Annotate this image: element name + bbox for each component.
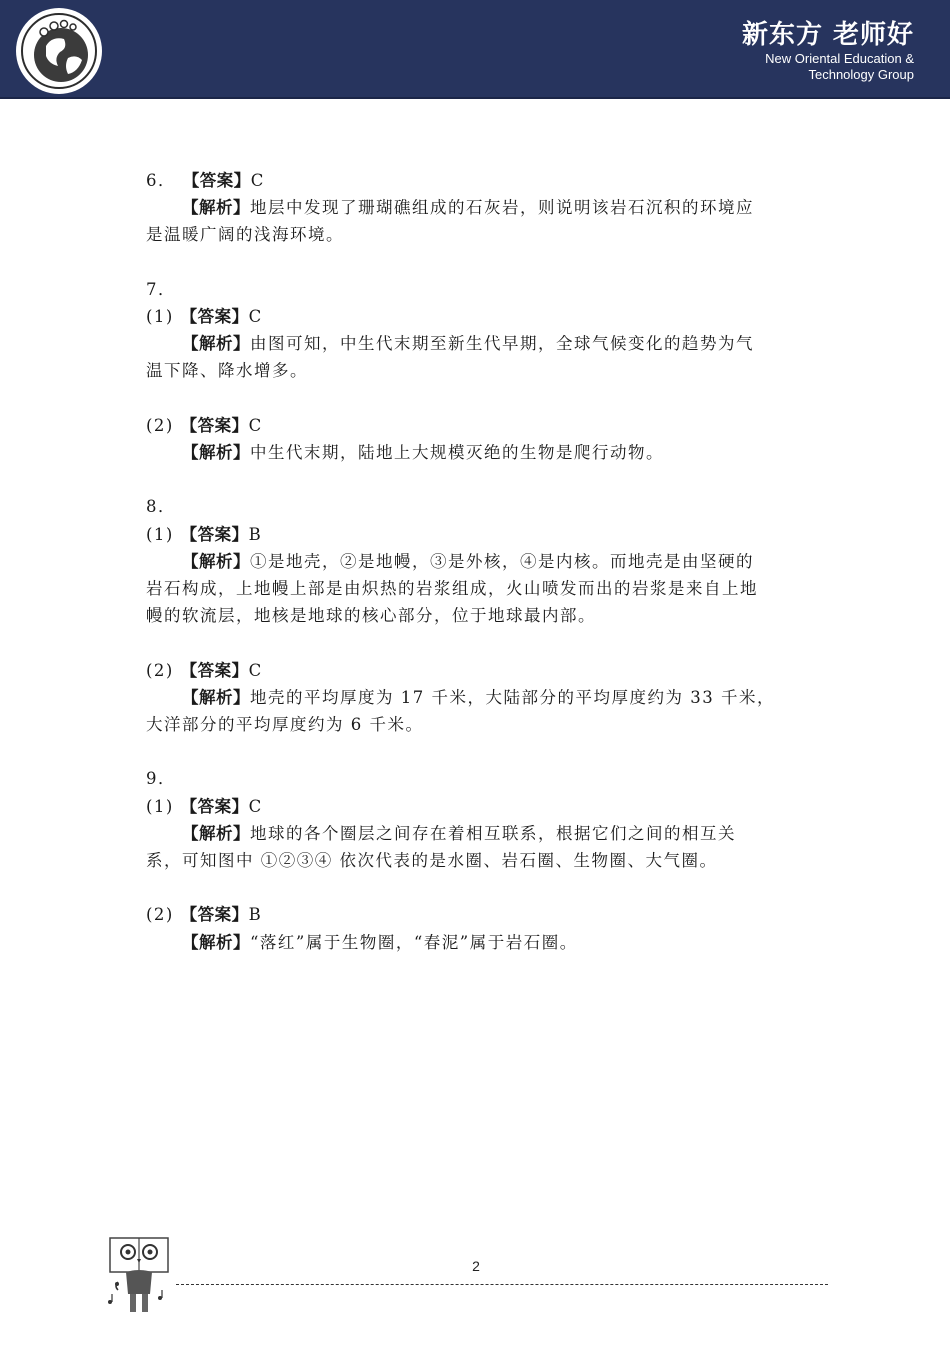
question-7-2-answer: C: [248, 415, 263, 435]
answer-label: 【答案】: [180, 307, 249, 326]
explanation-text: 中生代末期，陆地上大规模灭绝的生物是爬行动物。: [250, 443, 664, 462]
question-8-1-answer-line: [146, 521, 806, 548]
explanation-label: 【解析】: [182, 823, 250, 843]
question-6-answer-line: [146, 167, 806, 194]
question-9-1-answer-line: [146, 793, 806, 820]
explanation-text: ①是地壳，②是地幔，③是外核，④是内核。而地壳是由坚硬的: [250, 551, 754, 571]
part-marker: (2): [146, 905, 174, 925]
question-6-answer: C: [250, 171, 265, 190]
page-header: [0, 0, 950, 99]
question-8-2-answer-line: [146, 657, 806, 684]
brand-name-en: [674, 51, 914, 83]
explanation-text: 地壳的平均厚度为 17 千米，大陆部分的平均厚度约为 33 千米，: [250, 687, 775, 707]
brand-name-en-line2: Technology Group: [808, 67, 914, 82]
question-8-1-explanation-line3: 幔的软流层，地核是地球的核心部分，位于地球最内部。: [146, 606, 596, 626]
part-marker: (1): [146, 307, 174, 326]
question-6-number: 6．: [146, 171, 176, 190]
question-8-2-answer: C: [248, 660, 263, 680]
answer-label: 【答案】: [180, 415, 249, 435]
answer-label: 【答案】: [182, 171, 251, 190]
question-6-explanation-line2: 是温暖广阔的浅海环境。: [146, 225, 344, 245]
part-marker: (1): [146, 796, 174, 816]
explanation-label: 【解析】: [182, 198, 250, 218]
question-7-2-explanation-line1: [146, 439, 806, 466]
question-9-1-explanation-line1: [146, 820, 806, 847]
answer-label: 【答案】: [180, 660, 249, 680]
answer-label: 【答案】: [180, 905, 249, 925]
question-8-2-explanation-line1: [146, 684, 806, 711]
question-7-1-answer: C: [248, 307, 263, 326]
question-7-1-answer-line: [146, 303, 806, 330]
question-8-1-explanation-line2: 岩石构成，上地幔上部是由炽热的岩浆组成，火山喷发而出的岩浆是来自上地: [146, 579, 758, 598]
explanation-label: 【解析】: [182, 334, 250, 354]
question-9-2-explanation-line1: [146, 929, 806, 956]
explanation-label: 【解析】: [182, 551, 250, 571]
explanation-text: “落红”属于生物圈，“春泥”属于岩石圈。: [250, 932, 578, 952]
question-7-2-answer-line: [146, 412, 806, 439]
question-9-1-explanation-line2: 系，可知图中 ①②③④ 依次代表的是水圈、岩石圈、生物圈、大气圈。: [146, 851, 718, 870]
owl-book-mascot-icon: [104, 1232, 174, 1318]
question-7-1-explanation-line1: [146, 330, 806, 357]
explanation-label: 【解析】: [182, 443, 250, 462]
answer-label: 【答案】: [180, 524, 249, 544]
explanation-label: 【解析】: [182, 687, 250, 707]
question-9-2-answer-line: [146, 901, 806, 928]
brand-name-cn: 新东方 老师好: [741, 20, 914, 50]
question-9-number: 9．: [146, 769, 176, 789]
question-7-1-explanation-line2: 温下降、降水增多。: [146, 361, 308, 381]
question-8-2-explanation-line2: 大洋部分的平均厚度约为 6 千米。: [146, 715, 424, 734]
part-marker: (2): [146, 415, 174, 435]
question-9-1-answer: C: [248, 796, 263, 816]
question-8-number: 8．: [146, 497, 176, 517]
part-marker: (1): [146, 524, 174, 544]
question-7-number: 7．: [146, 279, 176, 299]
question-6-explanation-line1: [146, 194, 806, 221]
answer-label: 【答案】: [180, 796, 249, 816]
question-8-1-answer: B: [248, 524, 263, 544]
footer-divider: [176, 1284, 828, 1285]
explanation-text: 地层中发现了珊瑚礁组成的石灰岩，则说明该岩石沉积的环境应: [250, 198, 754, 218]
explanation-label: 【解析】: [182, 932, 250, 952]
question-9-2-answer: B: [248, 905, 263, 925]
answer-content: [146, 167, 806, 956]
page-number: 2: [472, 1258, 480, 1274]
explanation-text: 由图可知，中生代末期至新生代早期，全球气候变化的趋势为气: [250, 334, 754, 354]
part-marker: (2): [146, 660, 174, 680]
brand-name-en-line1: New Oriental Education &: [765, 51, 914, 66]
explanation-text: 地球的各个圈层之间存在着相互联系，根据它们之间的相互关: [250, 823, 736, 843]
globe-logo-icon: [16, 8, 102, 94]
question-8-1-explanation-line1: [146, 548, 806, 575]
